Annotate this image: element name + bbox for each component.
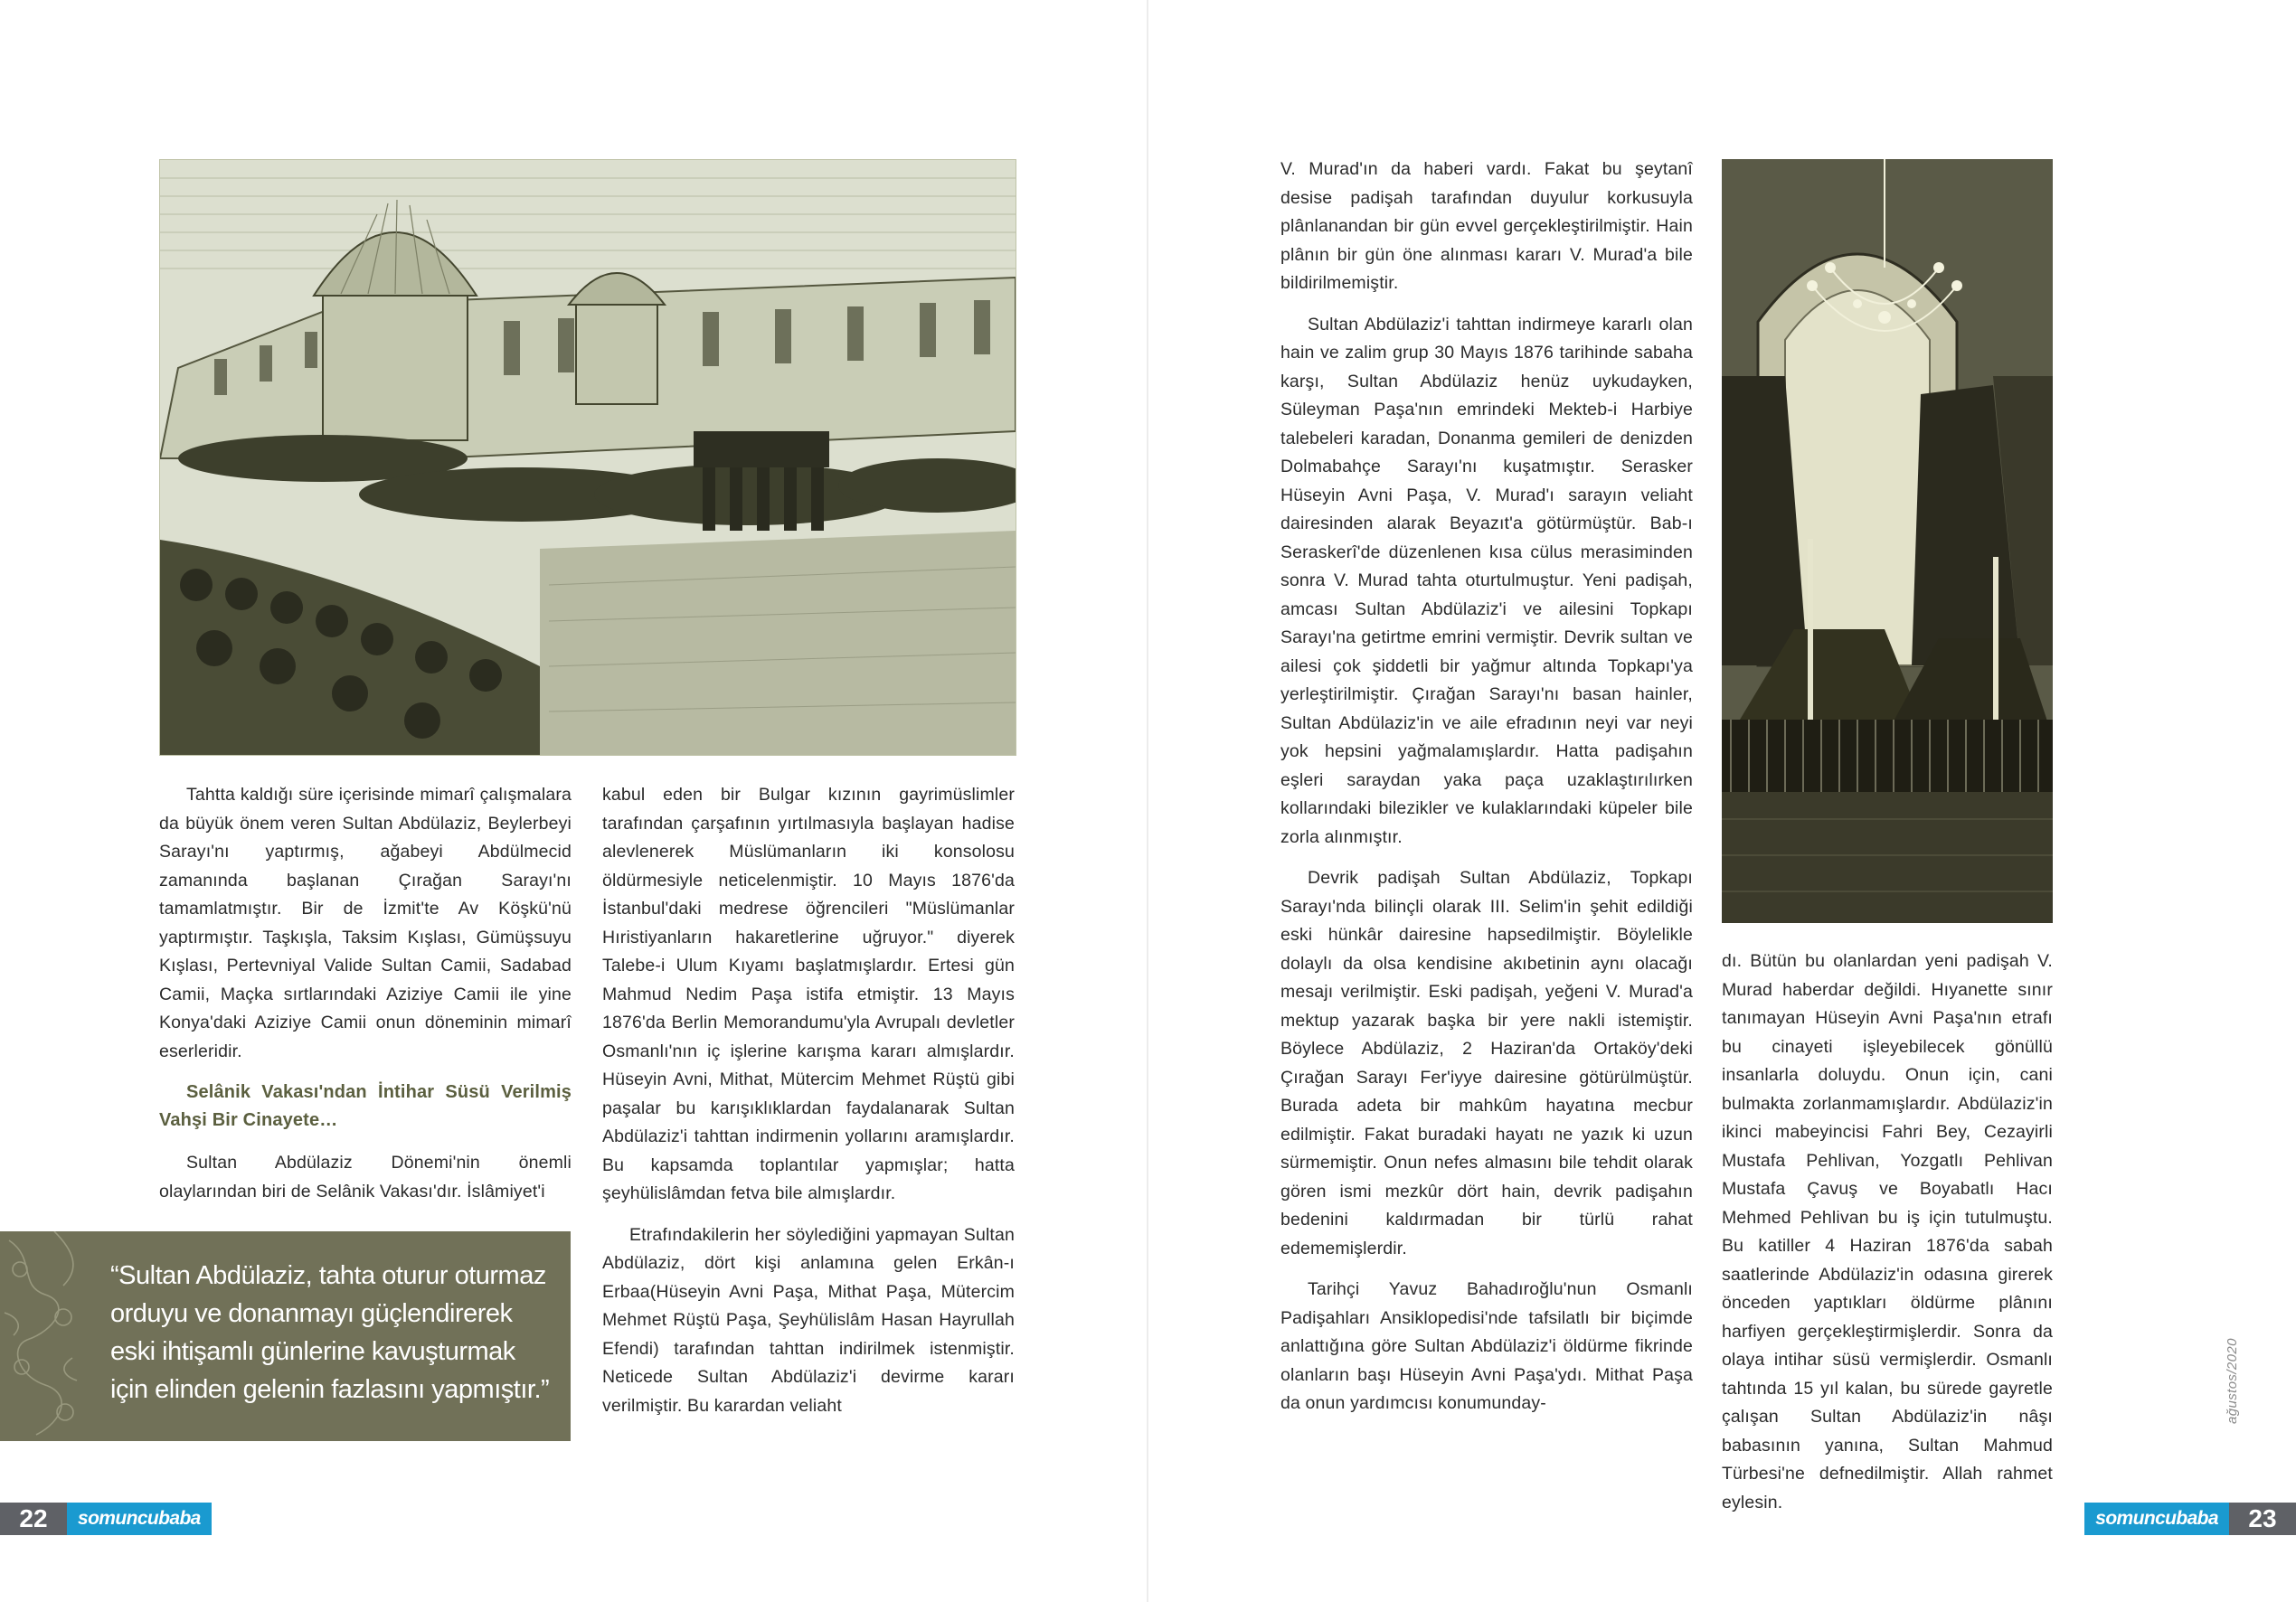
pull-quote bbox=[0, 1231, 571, 1441]
floral-ornament-icon bbox=[0, 1231, 89, 1441]
left-column-2 bbox=[602, 781, 1015, 1433]
page-number: 22 bbox=[0, 1503, 67, 1535]
quote-text: “Sultan Abdülaziz, tahta oturur oturmaz orduyu ve donanmayı güçlendirerek eski ihtişamlı günlerine kavuşturmak için elinden gelenin fazlasını yapmıştır.” bbox=[110, 1261, 550, 1404]
right-column-2 bbox=[1722, 947, 2053, 1530]
brand-logo: somuncubaba bbox=[2084, 1503, 2229, 1535]
section-subheading: Selânik Vakası'ndan İntihar Süsü Verilmiş Vahşi Bir Cinayete… bbox=[159, 1082, 572, 1130]
paragraph: V. Murad'ın da haberi vardı. Fakat bu şeytanî desise padişah tarafından duyulur korkusuyla plânlanandan bir gün evvel gerçekleştirilmiştir. Hain plânın bir gün öne alınması kararı V. Murad'a bile bildirilmemiştir. bbox=[1280, 159, 1693, 293]
paragraph: Tarihçi Yavuz Bahadıroğlu'nun Osmanlı Padişahları Ansiklopedisi'nde tafsilatlı bir biçimde anlattığına göre Sultan Abdülaziz'i öldürme fikrinde olanların başı Hüseyin Avni Paşa'ydı. Mithat Paşa da onun yardımcısı konumunday- bbox=[1280, 1279, 1693, 1413]
paragraph: Tahtta kaldığı süre içerisinde mimarî çalışmalara da büyük önem veren Sultan Abdülaziz, Beylerbeyi Sarayı'nı yaptırmış, ağabeyi Abdülmecid zamanında başlanan Çırağan Sarayı'nı tamamlatmıştır. Bir de İzmit'te Av Köşkü'nü yaptırmıştır. Taşkışla, Taksim Kışlası, Gümüşsuyu Kışlası, Pertevniyal Valide Sultan Camii, Sadabad Camii, Maçka sırtlarındaki Aziziye Camii ile yine Konya'daki Aziziye Camii onun döneminin mimarî eserleridir. bbox=[159, 785, 572, 1061]
issue-date: ağustos/2020 bbox=[2225, 1338, 2240, 1424]
right-footer bbox=[2084, 1503, 2296, 1535]
paragraph: kabul eden bir Bulgar kızının gayrimüslimler tarafından çarşafının yırtılmasıyla başlayan hadise alevlenerek Müslümanların iki konsolosu öldürmesiyle neticelenmiştir. 10 Mayıs 1876'da İstanbul'daki medrese öğrencileri "Müslümanlar Hıristiyanların hakaretlerine uğruyor." diyerek Talebe-i Ulum Kıyamı başlatmışlardır. Ertesi gün Mahmud Nedim Paşa istifa etmiştir. 13 Mayıs 1876'da Berlin Memorandumu'yla Avrupalı devletler Osmanlı'nın iç işlerine karışma kararı almışlardır. Hüseyin Avni, Mithat, Mütercim Mehmet Rüştü gibi paşalar bu karışıklıklardan faydalanarak Sultan Abdülaziz'i tahttan indirmenin yollarını aramışlardır. Bu kapsamda toplantılar yapmışlar; hatta şeyhülislâmdan fetva bile almışlardır. bbox=[602, 785, 1015, 1203]
brand-logo: somuncubaba bbox=[67, 1503, 212, 1535]
tomb-interior-photo bbox=[1722, 159, 2053, 923]
paragraph: Devrik padişah Sultan Abdülaziz, Topkapı Sarayı'nda bilinçli olarak III. Selim'in şehit edildiği eski hünkâr dairesine hapsedilmiştir. Böylelikle dolaylı da olsa kendisine akıbetinin aynı olacağı mesajı verilmiştir. Eski padişah, yeğeni V. Murad'a mektup yazarak başka bir yere nakli istemiştir. Böylece Abdülaziz, 2 Haziran'da Ortaköy'deki Çırağan Sarayı Fer'iyye dairesine götürülmüştür. Burada adeta bir mahkûm hayatına mecbur edilmiştir. Fakat buradaki hayatı ne yazık ki uzun sürmemiştir. Onun nefes almasını bile tehdit olarak gören ismi mezkûr dört hain, devrik padişahın bedenini kaldırmadan bir türlü rahat edememişlerdir. bbox=[1280, 868, 1693, 1258]
right-column-1 bbox=[1280, 155, 1693, 1431]
palace-funeral-engraving-image bbox=[159, 159, 1016, 756]
left-footer bbox=[0, 1503, 212, 1535]
page-number: 23 bbox=[2229, 1503, 2296, 1535]
paragraph: Etrafındakilerin her söylediğini yapmayan Sultan Abdülaziz, dört kişi anlamına gelen Erkân-ı Erbaa(Hüseyin Avni Paşa, Mithat Paşa, Mütercim Mehmet Rüştü Paşa, Şeyhülislâm Hasan Hayrullah Efendi) tarafından tahttan indirilmek istenmiştir. Neticede Sultan Abdülaziz'i devirme kararı verilmiştir. Bu karardan veliaht bbox=[602, 1224, 1015, 1416]
paragraph: Sultan Abdülaziz Dönemi'nin önemli olaylarından biri de Selânik Vakası'dır. İslâmiyet'i bbox=[159, 1153, 572, 1202]
paragraph: Sultan Abdülaziz'i tahttan indirmeye kararlı olan hain ve zalim grup 30 Mayıs 1876 tarihinde sabaha karşı, Sultan Abdülaziz henüz uykudayken, Süleyman Paşa'nın emrindeki Mekteb-i Harbiye talebeleri karadan, Donanma gemileri de denizden Dolmabahçe Sarayı'nı kuşatmıştır. Serasker Hüseyin Avni Paşa, V. Murad'ı sarayın veliaht dairesinden alarak Beyazıt'a götürmüştür. Bab-ı Seraskerî'de düzenlenen kısa cülus merasiminden sonra V. Murad tahta oturtulmuştur. Yeni padişah, amcası Sultan Abdülaziz'i ve ailesini Topkapı Sarayı'na getirtme emrini vermiştir. Devrik sultan ve ailesi çok şiddetli bir yağmur altında Topkapı'ya yerleştirilmiştir. Çırağan Sarayı'nı basan hainler, Sultan Abdülaziz'in ve aile efradının neyi var neyi yok hepsini yağmalamışlardır. Hatta padişahın eşleri saraydan yaka paça uzaklaştırılırken kollarındaki bilezikler ve kulaklarındaki küpeler bile zorla alınmıştır. bbox=[1280, 314, 1693, 847]
paragraph: dı. Bütün bu olanlardan yeni padişah V. Murad haberdar değildi. Hıyanette sınır tanımayan Hüseyin Avni Paşa'nın etrafı bu cinayeti işleyebilecek gönüllü insanlarla doluydu. Onun için, cani bulmakta zorlanmamışlardır. Abdülaziz'in ikinci mabeyincisi Fahri Bey, Cezayirli Mustafa Pehlivan, Yozgatlı Pehlivan Mustafa Çavuş ve Boyabatlı Hacı Mehmed Pehlivan bu iş için tutulmuştu. Bu katiller 4 Haziran 1876'da sabah saatlerinde Abdülaziz'in odasına girerek önceden yaptıkları öldürme plânını harfiyen gerçekleştirmişlerdir. Sonra da olaya intihar süsü vermişlerdir. Osmanlı tahtında 15 yıl kalan, bu sürede gayretle çalışan Sultan Abdülaziz'in nâşı babasının yanına, Sultan Mahmud Türbesi'ne defnedilmiştir. Allah rahmet eylesin. bbox=[1722, 951, 2053, 1512]
left-column-1 bbox=[159, 781, 572, 1219]
